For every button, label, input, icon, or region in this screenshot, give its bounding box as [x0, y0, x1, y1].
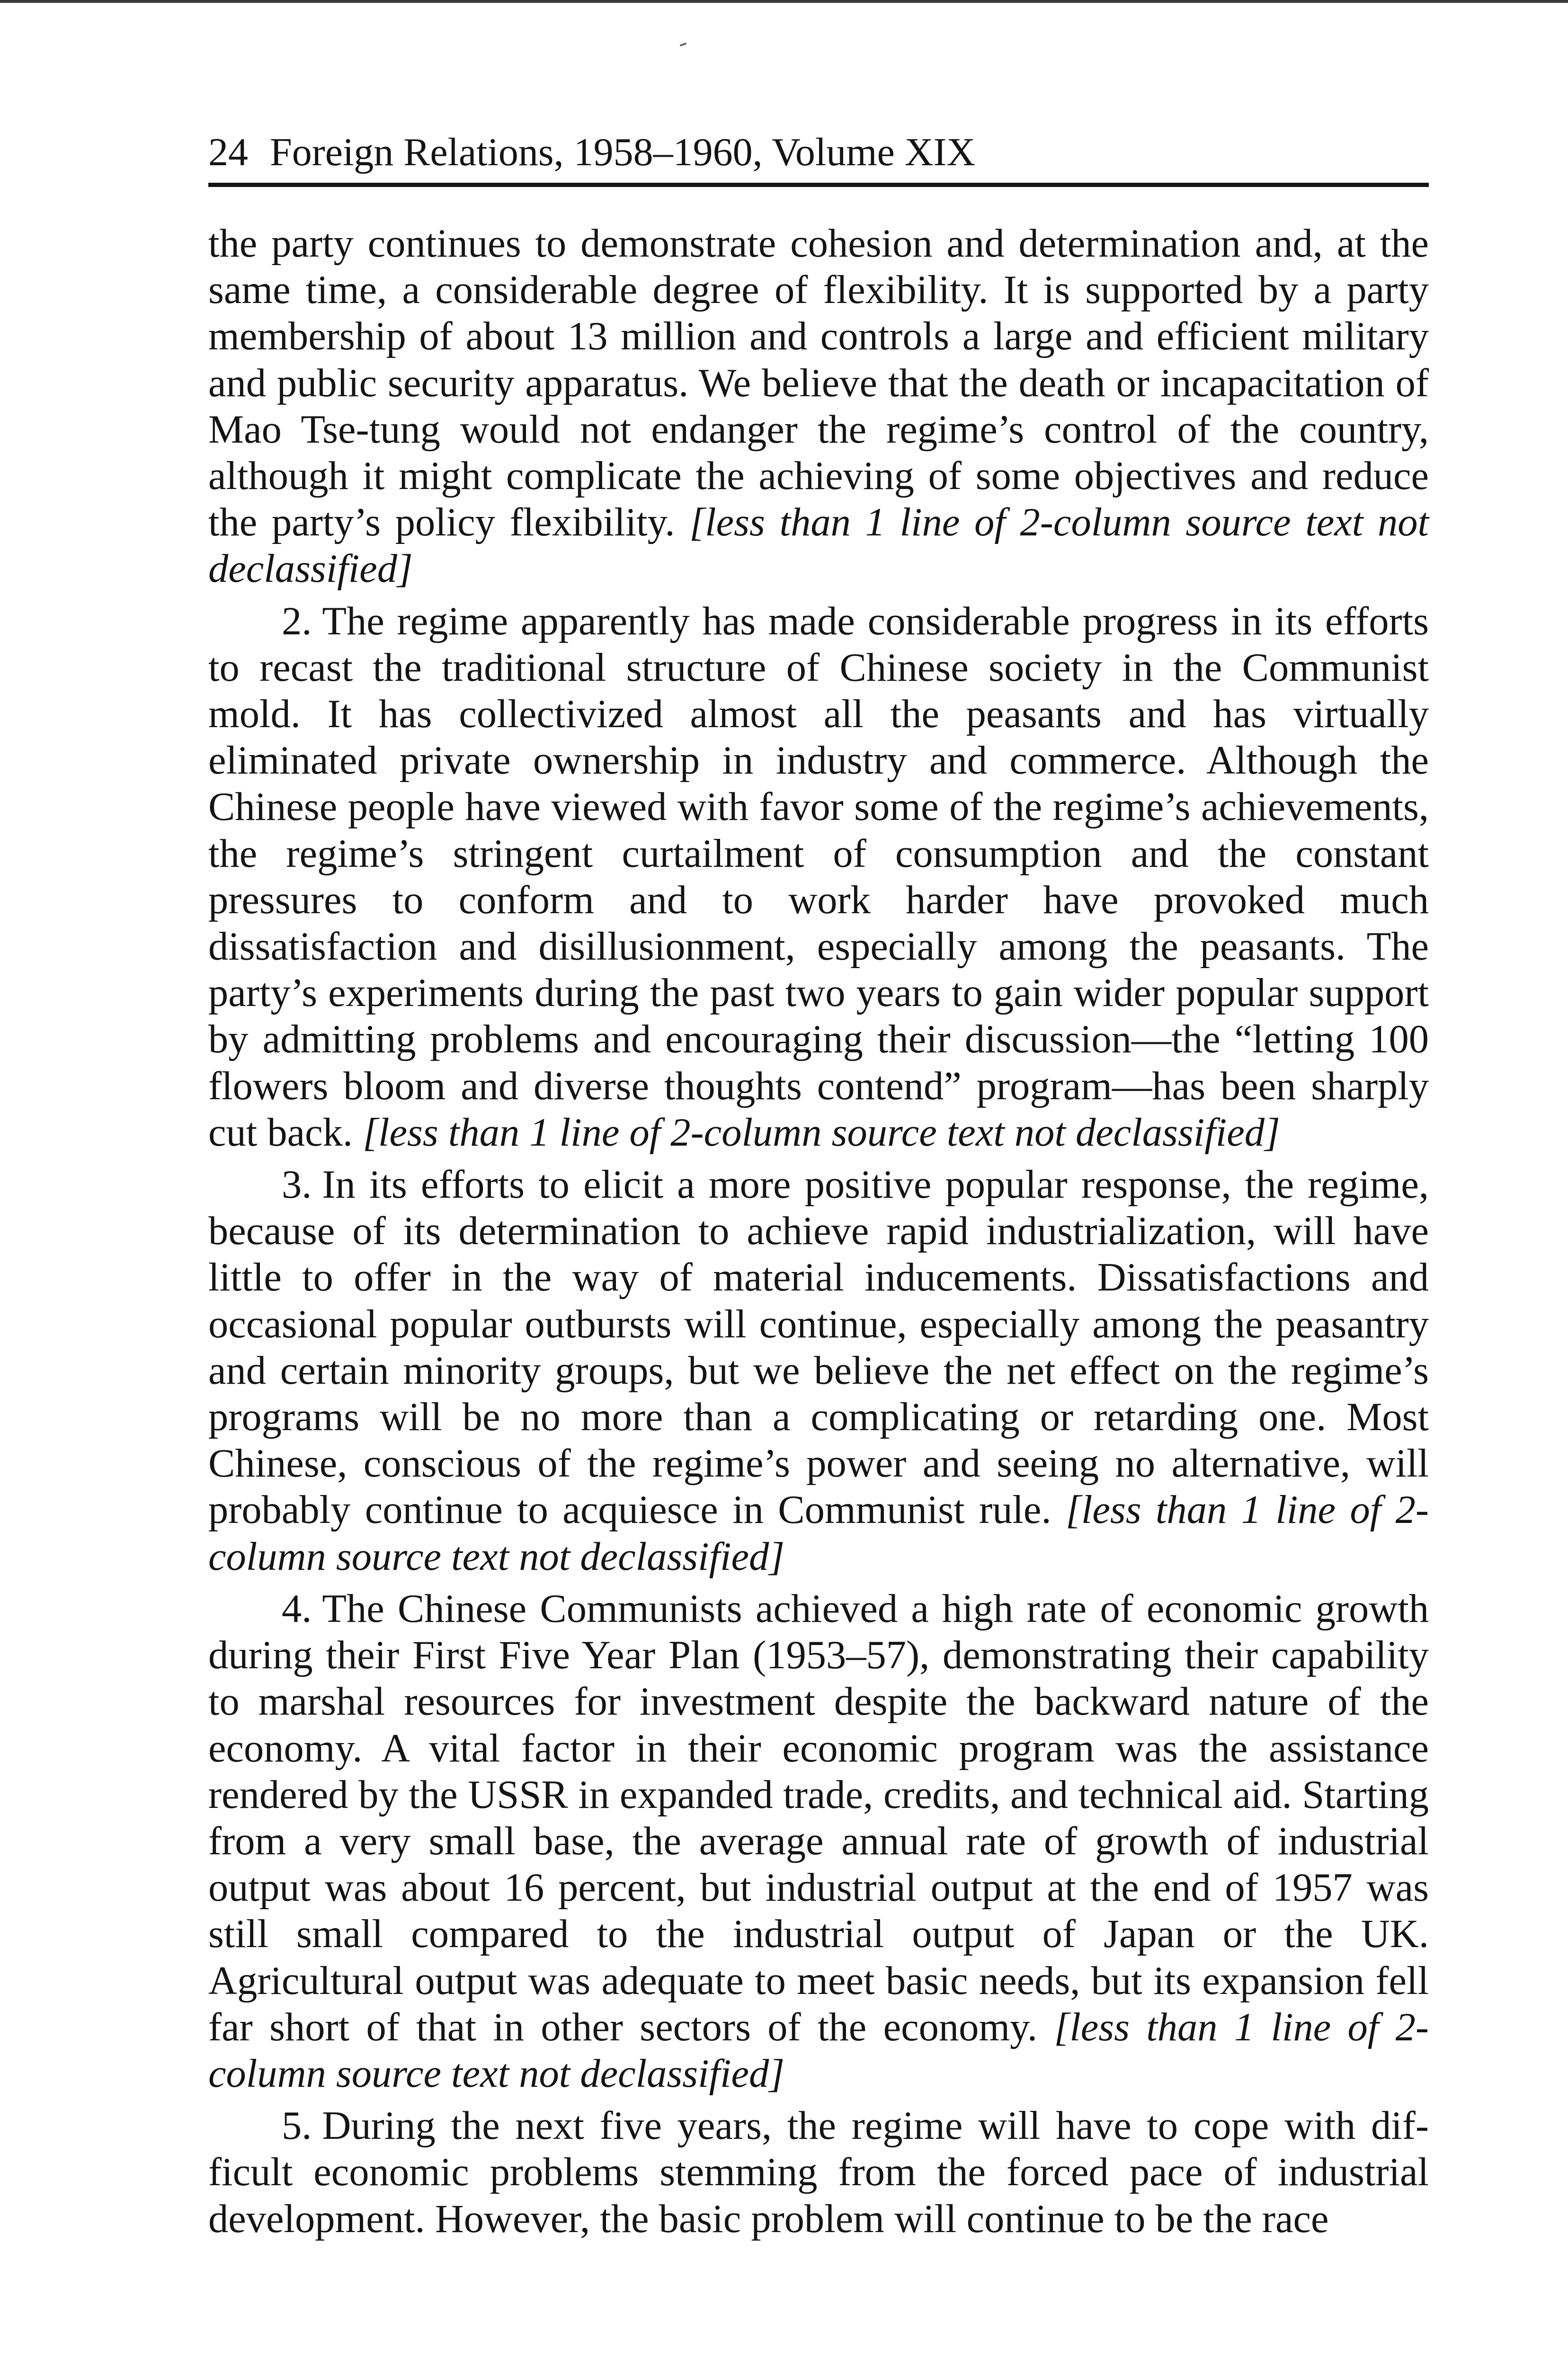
declassification-note: [less than 1 line of 2-column source text not declassified] [208, 2005, 1429, 2096]
paragraph-text: The Chinese Communists achieved a high rate of economic growth during their First Five Year Plan (1953–57), demonstrating their capability to marshal resources for investment despite the backward nature of the economy. A vital factor in their economic program was the assistance rendered by the USSR in expanded trade, credits, and technical aid. Starting from a very small base, the average annual rate of growth of industrial output was about 16 percent, but industrial output at the end of 1957 was still small compared to the industrial output of Japan or the UK. Agricultural output was adequate to meet basic needs, but its expansion fell far short of that in other sectors of the economy. [208, 1586, 1429, 2049]
body-text [208, 221, 1429, 2242]
page-number: 24 [208, 130, 248, 174]
paragraph-text: the party continues to demonstrate cohesion and determination and, at the same time, a considerable degree of flexibility. It is supported by a party membership of about 13 million and controls a large and efficient military and public security apparatus. We believe that the death or incapacitation of Mao Tse-tung would not endanger the regime’s control of the country, although it might complicate the achieving of some objectives and reduce the party’s policy flexibility. [208, 222, 1429, 545]
paragraph-text: The regime apparently has made considerable progress in its efforts to recast the traditional structure of Chinese society in the Communist mold. It has collectivized almost all the peasants and has virtually eliminated private ownership in industry and commerce. Although the Chinese people have viewed with favor some of the regime’s achievements, the regime’s stringent curtailment of consumption and the constant pressures to conform and to work harder have provoked much dissatisfaction and disillusionment, especially among the peasants. The party’s experiments during the past two years to gain wider popular support by admitting problems and encouraging their discussion—the “letting 100 flowers bloom and diverse thoughts contend” program—has been sharply cut back. [208, 599, 1429, 1155]
declassification-note: [less than 1 line of 2-column source text not declassified] [208, 1488, 1429, 1579]
paragraph-3 [208, 1162, 1429, 1580]
paragraph-number: 3. [282, 1163, 312, 1207]
paragraph-number: 4. [282, 1586, 312, 1631]
paragraph-continued [208, 221, 1429, 593]
paragraph-5 [208, 2103, 1429, 2242]
declassification-note: [less than 1 line of 2-column source text not declassified] [208, 500, 1429, 591]
paragraph-4 [208, 1586, 1429, 2097]
paragraph-number: 2. [282, 599, 312, 643]
paragraph-text: During the next five years, the regime will have to cope with difficult economic problems stemming from the forced pace of industrial development. However, the basic problem will continue to be the race [208, 2104, 1429, 2241]
scan-mark [680, 43, 687, 47]
running-title: Foreign Relations, 1958–1960, Volume XIX [270, 130, 976, 174]
declassification-note: [less than 1 line of 2-column source text not declassified] [363, 1110, 1280, 1155]
running-head [208, 124, 1429, 181]
paragraph-text: In its efforts to elicit a more positive popular response, the regime, because of its determination to achieve rapid industrialization, will have little to offer in the way of material inducements. Dissatisfactions and occasional popular outbursts will continue, especially among the peasantry and certain minority groups, but we believe the net effect on the regime’s programs will be no more than a complicating or retarding one. Most Chinese, conscious of the regime’s power and seeing no alternative, will probably continue to acquiesce in Communist rule. [208, 1163, 1429, 1532]
paragraph-number: 5. [282, 2104, 312, 2148]
scan-top-edge [0, 0, 1568, 3]
paragraph-2 [208, 598, 1429, 1156]
header-rule [208, 183, 1429, 187]
